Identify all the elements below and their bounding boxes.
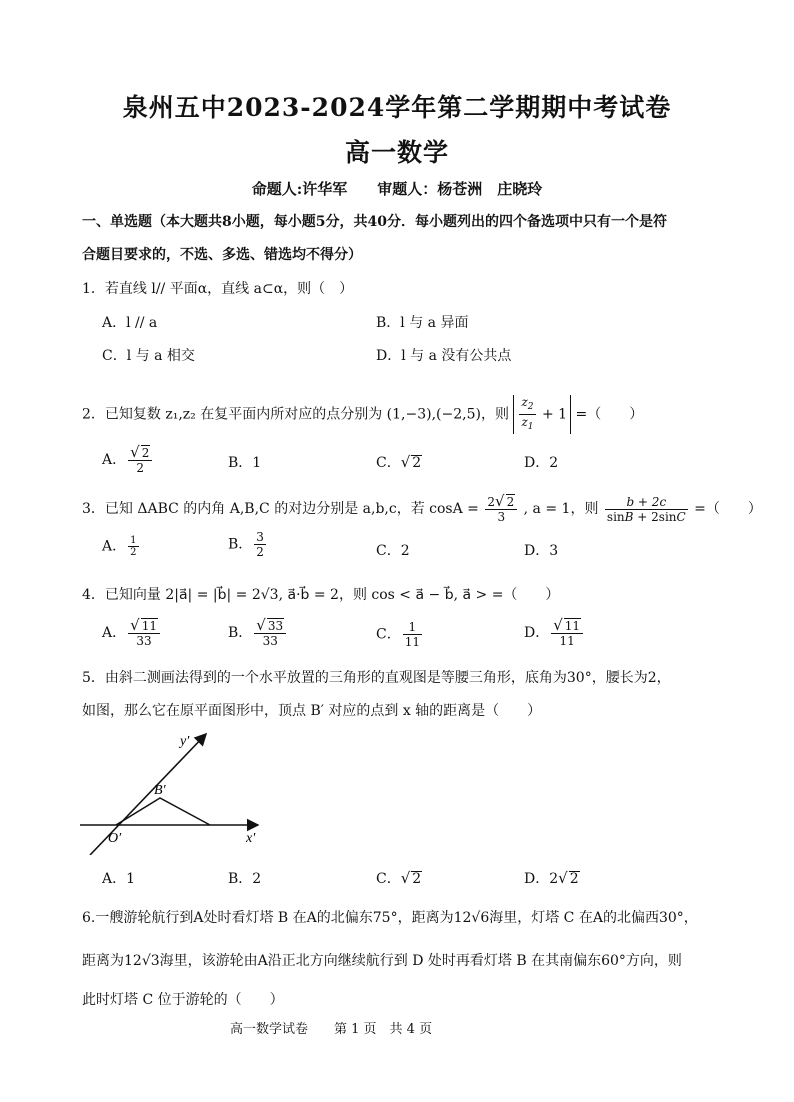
label-x-prime: x′ xyxy=(246,831,256,846)
exam-title: 泉州五中2023-2024学年第二学期期中考试卷 xyxy=(122,93,672,122)
q2-stem-post: =（ ） xyxy=(575,406,644,423)
q6-line1: 6.一艘游轮航行到A处时看灯塔 B 在A的北偏东75°，距离为12√6海里，灯塔 C 在A的北偏西30°， xyxy=(82,910,698,926)
section1-line2: 合题目要求的，不选、多选、错选均不得分） xyxy=(82,247,362,263)
q5-option-c: C．√ 2 xyxy=(376,869,422,887)
q3-stem: 3．已知 ΔABC 的内角 A,B,C 的对边分别是 a,b,c，若 cosA = $\frac{2√ 2}{3}$ , a = 1，则 $\frac{b + 2c}{\sin B + 2\sin C}$ =（ ） xyxy=(82,492,762,524)
exam-subject: 高一数学 xyxy=(344,138,449,167)
q3-option-b: B． $\frac{3}{2}$ xyxy=(228,530,264,559)
oblique-projection-figure xyxy=(80,730,280,855)
isosceles-triangle xyxy=(116,798,210,825)
q2-option-b: B．1 xyxy=(228,455,262,471)
q4-option-c: C． $\frac{1}{11}$ xyxy=(376,620,420,649)
q6-line3: 此时灯塔 C 位于游轮的（ ） xyxy=(82,992,284,1008)
q3-option-a: A． $\frac{1}{2}$ xyxy=(102,535,137,558)
page-footer: 高一数学试卷 第 1 页 共 4 页 xyxy=(230,1022,433,1037)
q3-option-c: C．2 xyxy=(376,543,410,559)
q5-option-b: B．2 xyxy=(228,871,262,887)
authors-line: 命题人:许华军 审题人：杨苍洲 庄晓玲 xyxy=(251,180,543,198)
q4-stem: 4．已知向量 2|a⃗| = |b⃗| = 2√3, a⃗·b⃗ = 2，则 cos < a⃗ − b⃗, a⃗ > =（ ） xyxy=(82,587,560,603)
section1-line1: 一、单选题（本大题共8小题，每小题5分，共40分．每小题列出的四个备选项中只有一个是符 xyxy=(82,214,667,230)
q2-stem-pre: 2．已知复数 z₁,z₂ 在复平面内所对应的点分别为 (1,−3),(−2,5)，则 xyxy=(82,406,509,423)
q5-option-a: A．1 xyxy=(102,871,136,887)
q1-option-c: C．l 与 a 相交 xyxy=(102,348,195,364)
q2-option-a: A． $\frac{√ 2}{2}$ xyxy=(102,445,154,475)
q2-stem xyxy=(82,395,643,434)
q1-stem: 1．若直线 l// 平面α，直线 a⊂α，则（ ） xyxy=(82,281,354,297)
q1-option-a: A．l // a xyxy=(102,315,158,331)
q4-option-a: A． $\frac{√ 11}{33}$ xyxy=(102,618,162,648)
q2-option-d: D．2 xyxy=(524,455,559,471)
q3-option-d: D．3 xyxy=(524,543,559,559)
q1-option-b: B．l 与 a 异面 xyxy=(376,315,469,331)
q6-line2: 距离为12√3海里，该游轮由A沿正北方向继续航行到 D 处时再看灯塔 B 在其南偏东60°方向，则 xyxy=(82,953,682,969)
q5-line1: 5．由斜二测画法得到的一个水平放置的三角形的直观图是等腰三角形，底角为30°，腰长为2， xyxy=(82,670,671,686)
q5-line2: 如图，那么它在原平面图形中，顶点 B′ 对应的点到 x 轴的距离是（ ） xyxy=(82,703,542,719)
q2-modulus-expression: $\frac{z_2}{z_1}$ + 1 xyxy=(513,395,571,434)
label-o-prime: O′ xyxy=(108,831,122,846)
q1-option-d: D．l 与 a 没有公共点 xyxy=(376,348,512,364)
q2-option-c: C．√ 2 xyxy=(376,453,422,471)
q5-option-d: D．2√ 2 xyxy=(524,869,579,887)
label-b-prime: B′ xyxy=(154,783,166,798)
label-y-prime: y′ xyxy=(180,734,190,749)
q4-option-b: B． $\frac{√ 33}{33}$ xyxy=(228,618,288,648)
q4-option-d: D． $\frac{√ 11}{11}$ xyxy=(524,618,585,648)
